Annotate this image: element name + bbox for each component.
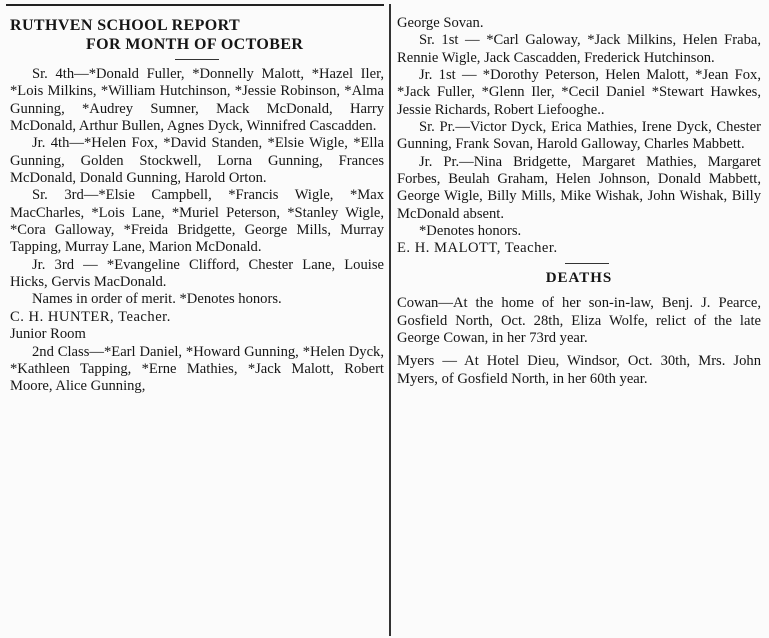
title-divider (175, 59, 219, 60)
continuation-line: George Sovan. (397, 15, 484, 31)
column-rule (389, 4, 391, 636)
class-jr-4th: Jr. 4th—*Helen Fox, *David Standen, *Elsie Wigle, *Ella Gunning, Golden Stockwell, Lorna Gunning, Frances McDonald, Donald Gunning, Harold Orton. (10, 135, 384, 187)
report-subtitle: FOR MONTH OF OCTOBER (86, 36, 304, 53)
class-sr-3rd: Sr. 3rd—*Elsie Campbell, *Francis Wigle, *Max MacCharles, *Lois Lane, *Muriel Peterson, *Stanley Wigle, *Cora Galloway, *Freida Bridgette, George Mills, Murray Tapping, Murray Lane, Marion McDonald. (10, 187, 384, 256)
class-2nd: 2nd Class—*Earl Daniel, *Howard Gunning, *Helen Dyck, *Kathleen Tapping, *Erne Mathies, *Jack Malott, Robert Moore, Alice Gunning, (10, 343, 384, 395)
deaths-heading: DEATHS (545, 269, 613, 286)
death-notice-myers: Myers — At Hotel Dieu, Windsor, Oct. 30th, Mrs. John Myers, of Gosfield North, in her 60th year. (397, 353, 761, 387)
top-rule (6, 4, 384, 6)
honors-note: *Denotes honors. (419, 223, 522, 240)
teacher-signature: C. H. HUNTER, Teacher. (10, 308, 171, 325)
class-sr-1st: Sr. 1st — *Carl Galoway, *Jack Milkins, Helen Fraba, Rennie Wigle, Jack Cascadden, Frederick Hutchinson. (397, 32, 761, 66)
class-jr-pr: Jr. Pr.—Nina Bridgette, Margaret Mathies, Margaret Forbes, Beulah Graham, Helen Johnson, Donald Mabbett, George Wigle, Billy Mills, Mike Wishak, John Wishak, Billy McDonald absent. (397, 153, 761, 222)
left-column (10, 16, 384, 396)
class-jr-1st: Jr. 1st — *Dorothy Peterson, Helen Malott, *Jean Fox, *Jack Fuller, *Glenn Iler, *Cecil Daniel *Stewart Hawkes, Jessie Richards, Robert Liefooghe.. (397, 67, 761, 118)
merit-note: Names in order of merit. *Denotes honors. (32, 291, 282, 308)
death-notice-cowan: Cowan—At the home of her son-in-law, Benj. J. Pearce, Gosfield North, Oct. 28th, Eliza Wolfe, relict of the late George Cowan, in her 73rd year. (397, 295, 761, 346)
section-divider (565, 263, 609, 264)
teacher-signature-2: E. H. MALOTT, Teacher. (397, 240, 558, 257)
right-column (397, 15, 761, 388)
class-jr-3rd: Jr. 3rd — *Evangeline Clifford, Chester Lane, Louise Hicks, Gervis MacDonald. (10, 256, 384, 291)
class-sr-pr: Sr. Pr.—Victor Dyck, Erica Mathies, Irene Dyck, Chester Gunning, Frank Sovan, Harold Galloway, Charles Mabbett. (397, 119, 761, 153)
class-sr-4th: Sr. 4th—*Donald Fuller, *Donnelly Malott, *Hazel Iler, *Lois Milkins, *William Hutchinson, *Jessie Robinson, *Alma Gunning, *Audrey Sumner, Mack McDonald, Harry McDonald, Arthur Bullen, Agnes Dyck, Winnifred Cascadden. (10, 66, 384, 135)
report-title: RUTHVEN SCHOOL REPORT (10, 17, 241, 34)
junior-room-heading: Junior Room (10, 326, 86, 343)
